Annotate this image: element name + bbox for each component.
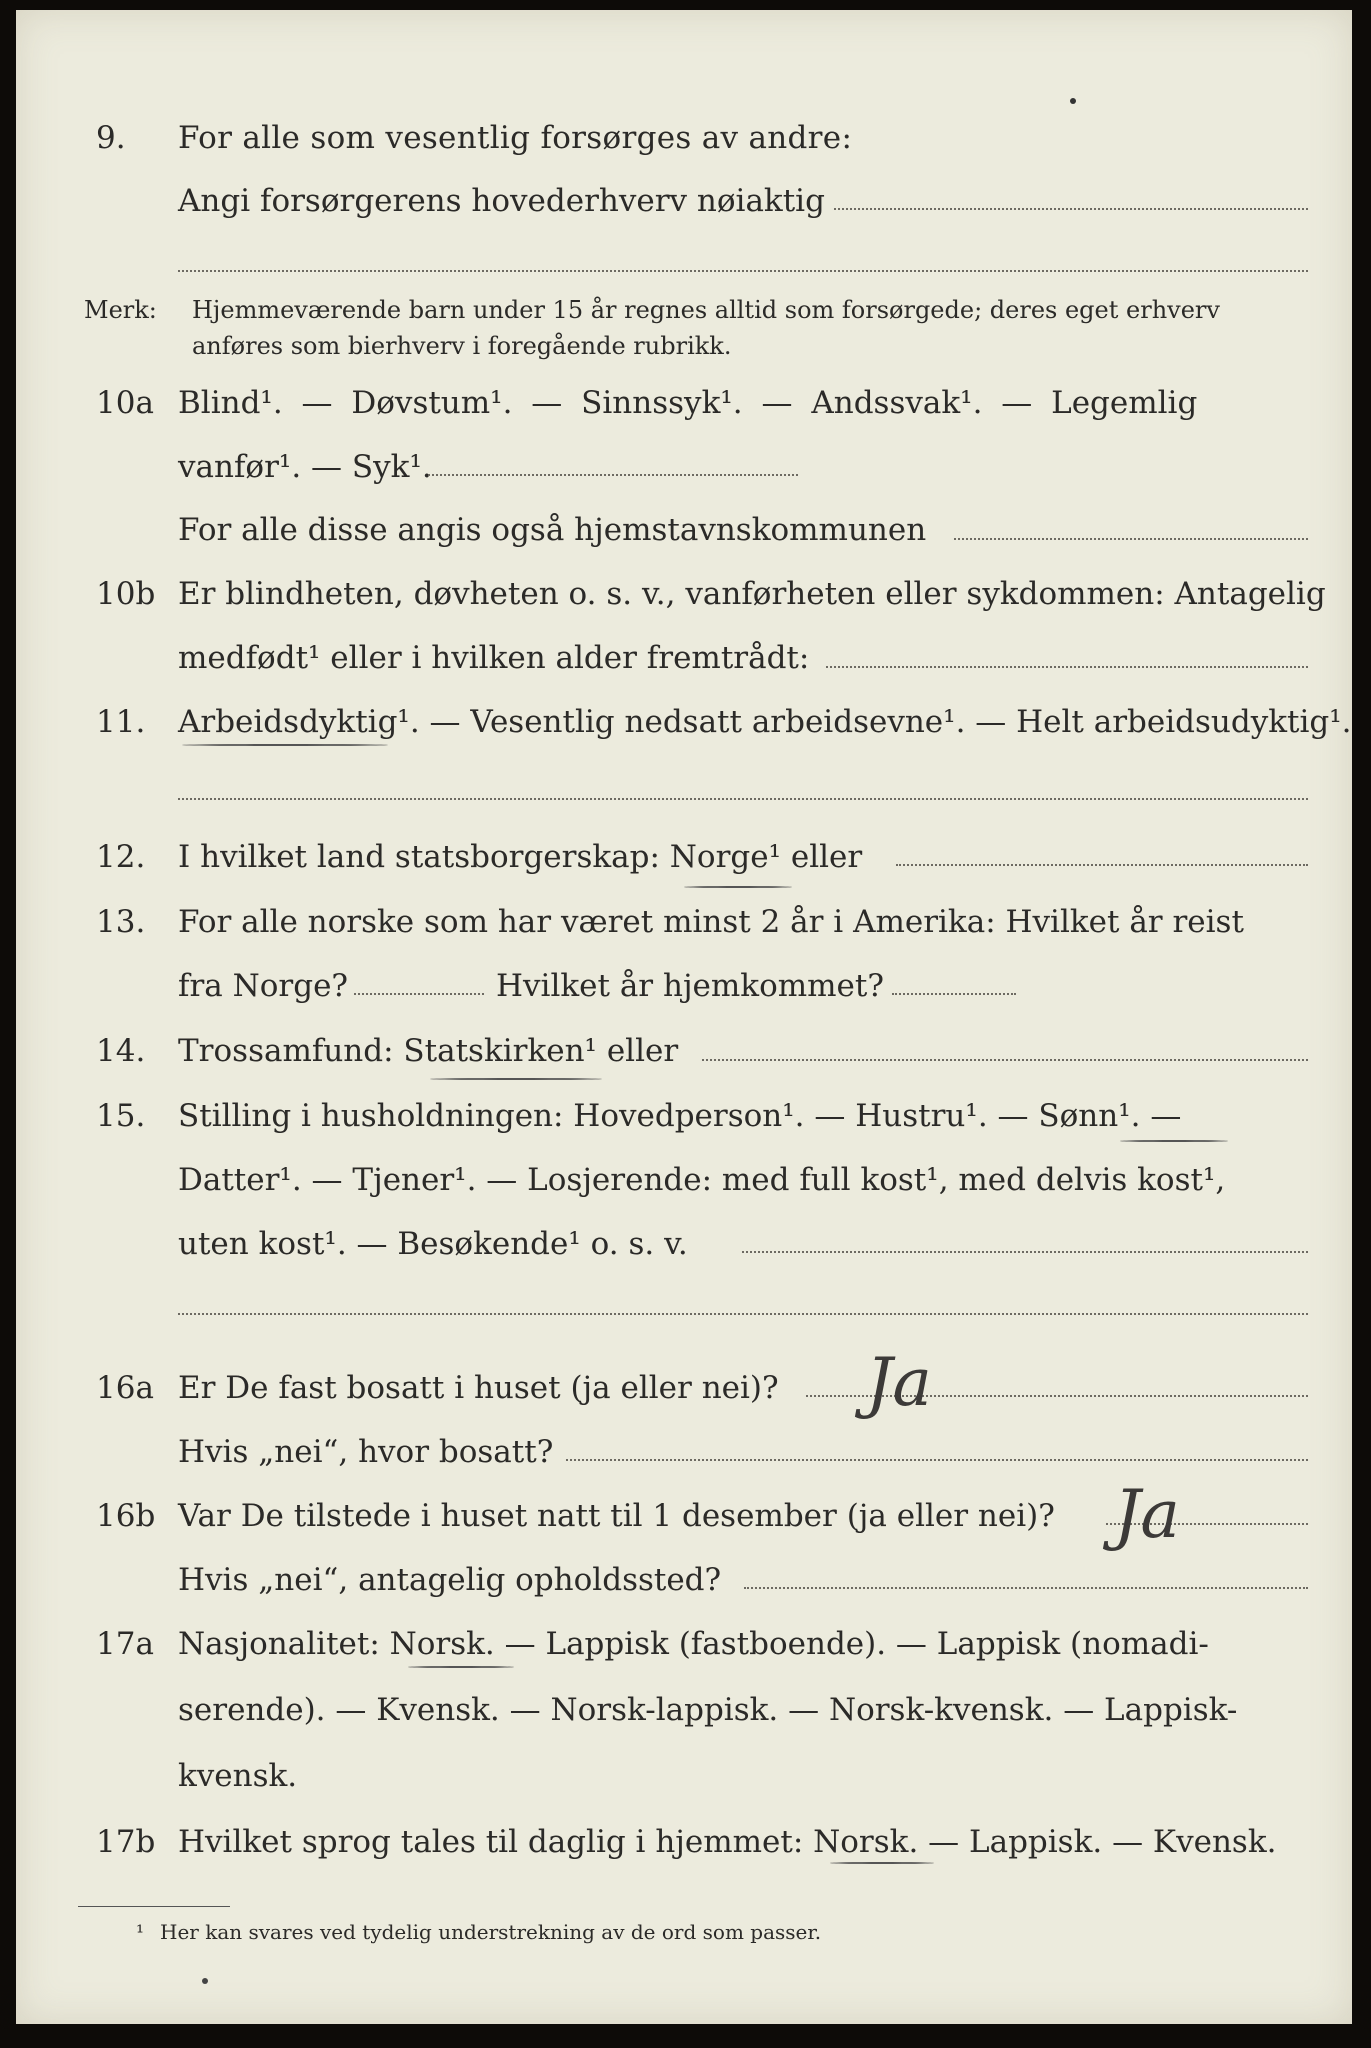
handwritten-underline bbox=[684, 886, 792, 888]
question-number: 10a bbox=[96, 385, 154, 421]
question-text: Arbeidsdyktig¹. — Vesentlig nedsatt arbeidsevne¹. — Helt arbeidsudyktig¹. bbox=[178, 704, 1352, 740]
question-text: Er De fast bosatt i huset (ja eller nei)? bbox=[178, 1370, 779, 1406]
question-text: Hvis „nei“, antagelig opholdssted? bbox=[178, 1562, 722, 1598]
answer-line bbox=[178, 1313, 1308, 1315]
footnote-mark: ¹ bbox=[136, 1920, 145, 1944]
handwritten-underline bbox=[430, 1078, 602, 1080]
question-text: For alle som vesentlig forsørges av andre: bbox=[178, 120, 853, 156]
question-text: For alle norske som har været minst 2 år i Amerika: Hvilket år reist bbox=[178, 904, 1244, 940]
answer-line bbox=[742, 1251, 1308, 1253]
note-text: anføres som bierhverv i foregående rubrikk. bbox=[192, 332, 732, 360]
question-text: Var De tilstede i huset natt til 1 desember (ja eller nei)? bbox=[178, 1498, 1055, 1534]
question-number: 14. bbox=[96, 1033, 146, 1069]
answer-line bbox=[702, 1059, 1308, 1061]
question-text: Angi forsørgerens hovederhverv nøiaktig bbox=[178, 183, 825, 219]
ink-dot bbox=[1070, 98, 1076, 104]
question-text: Stilling i husholdningen: Hovedperson¹. — Hustru¹. — Sønn¹. — bbox=[178, 1098, 1182, 1134]
handwritten-underline bbox=[830, 1862, 934, 1864]
question-text: Hvis „nei“, hvor bosatt? bbox=[178, 1434, 554, 1470]
question-number: 16a bbox=[96, 1370, 154, 1406]
footnote-text: Her kan svares ved tydelig understrekning av de ord som passer. bbox=[160, 1920, 822, 1944]
footnote-divider bbox=[78, 1906, 230, 1907]
question-text: For alle disse angis også hjemstavnskommunen bbox=[178, 512, 927, 548]
handwritten-answer: Ja bbox=[866, 1344, 932, 1421]
note-label: Merk: bbox=[84, 296, 157, 324]
question-number: 17b bbox=[96, 1824, 156, 1860]
answer-line bbox=[892, 993, 1016, 995]
answer-line bbox=[896, 864, 1308, 866]
question-text: uten kost¹. — Besøkende¹ o. s. v. bbox=[178, 1226, 688, 1262]
question-number: 17a bbox=[96, 1626, 154, 1662]
question-text: kvensk. bbox=[178, 1758, 298, 1794]
question-text: medfødt¹ eller i hvilken alder fremtrådt: bbox=[178, 640, 810, 676]
answer-line bbox=[834, 208, 1308, 210]
question-text: Nasjonalitet: Norsk. — Lappisk (fastboende). — Lappisk (nomadi- bbox=[178, 1626, 1209, 1662]
answer-line bbox=[178, 270, 1308, 272]
question-text: Datter¹. — Tjener¹. — Losjerende: med full kost¹, med delvis kost¹, bbox=[178, 1162, 1226, 1198]
handwritten-answer: Ja bbox=[1114, 1476, 1180, 1553]
handwritten-underline bbox=[1120, 1140, 1228, 1142]
question-text: vanfør¹. — Syk¹. bbox=[178, 449, 432, 485]
question-text: I hvilket land statsborgerskap: Norge¹ eller bbox=[178, 839, 863, 875]
question-text: Trossamfund: Statskirken¹ eller bbox=[178, 1033, 679, 1069]
answer-line bbox=[428, 474, 798, 476]
question-number: 10b bbox=[96, 576, 156, 612]
question-number: 12. bbox=[96, 839, 146, 875]
answer-line bbox=[744, 1587, 1308, 1589]
handwritten-underline bbox=[408, 1666, 514, 1668]
question-text: serende). — Kvensk. — Norsk-lappisk. — Norsk-kvensk. — Lappisk- bbox=[178, 1692, 1238, 1728]
answer-line bbox=[826, 666, 1308, 668]
note-text: Hjemmeværende barn under 15 år regnes alltid som forsørgede; deres eget erhverv bbox=[192, 296, 1220, 324]
question-number: 15. bbox=[96, 1098, 146, 1134]
question-text: Hvilket sprog tales til daglig i hjemmet: Norsk. — Lappisk. — Kvensk. bbox=[178, 1824, 1277, 1860]
answer-line bbox=[178, 798, 1308, 800]
answer-line bbox=[954, 538, 1308, 540]
question-text: fra Norge? bbox=[178, 968, 349, 1004]
ink-dot bbox=[202, 1978, 208, 1984]
question-number: 16b bbox=[96, 1498, 156, 1534]
census-form-page bbox=[16, 10, 1352, 2024]
handwritten-underline bbox=[182, 744, 388, 746]
question-text: Er blindheten, døvheten o. s. v., vanførheten eller sykdommen: Antagelig bbox=[178, 576, 1326, 612]
answer-line bbox=[566, 1459, 1308, 1461]
question-number: 13. bbox=[96, 904, 146, 940]
question-number: 11. bbox=[96, 704, 146, 740]
question-text: Blind¹. — Døvstum¹. — Sinnssyk¹. — Andssvak¹. — Legemlig bbox=[178, 385, 1198, 421]
answer-line bbox=[354, 993, 484, 995]
question-text: Hvilket år hjemkommet? bbox=[496, 968, 884, 1004]
question-number: 9. bbox=[96, 120, 126, 156]
